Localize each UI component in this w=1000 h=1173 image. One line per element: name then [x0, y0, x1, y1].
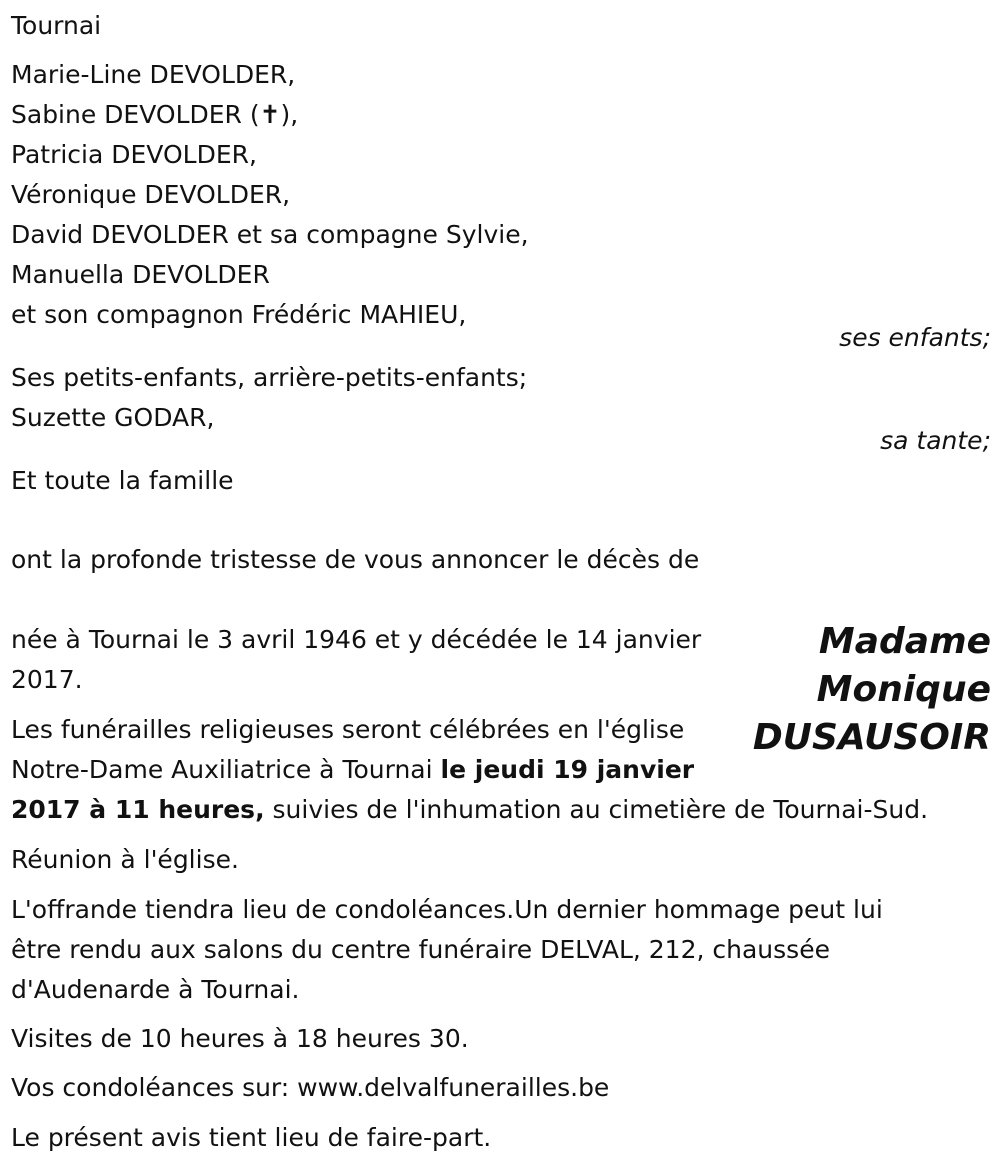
birth-death-line-2: 2017.	[11, 665, 83, 694]
funeral-line-2	[11, 750, 694, 790]
city-heading: Tournai	[11, 11, 102, 40]
condolences-line	[11, 1068, 609, 1108]
condolences-label: Vos condoléances sur:	[11, 1073, 298, 1102]
child-name: et son compagnon Frédéric MAHIEU,	[11, 300, 467, 329]
aunt-name: Suzette GODAR,	[11, 403, 215, 432]
funeral-date-text: le jeudi 19 janvier	[440, 755, 695, 784]
birth-death-line-1: née à Tournai le 3 avril 1946 et y décédée le 14 janvier	[11, 625, 702, 654]
child-name: Patricia DEVOLDER,	[11, 140, 257, 169]
offering-line-1: L'offrande tiendra lieu de condoléances.Un dernier hommage peut lui	[11, 895, 883, 924]
child-name: Marie-Line DEVOLDER,	[11, 60, 296, 89]
deceased-title: Madame	[818, 621, 991, 662]
visits-line: Visites de 10 heures à 18 heures 30.	[11, 1024, 469, 1053]
offering-line-2: être rendu aux salons du centre funéraire DELVAL, 212, chaussée	[11, 935, 830, 964]
deceased-name	[753, 618, 991, 762]
family-line: Et toute la famille	[11, 466, 234, 495]
condolences-link[interactable]: www.delvalfunerailles.be	[297, 1073, 610, 1102]
child-name: David DEVOLDER et sa compagne Sylvie,	[11, 220, 529, 249]
funeral-line-3	[11, 790, 928, 830]
funeral-line-1: Les funérailles religieuses seront célébrées en l'église	[11, 715, 685, 744]
child-name: Manuella DEVOLDER	[11, 260, 270, 289]
notice-line: Le présent avis tient lieu de faire-part.	[11, 1123, 492, 1152]
deceased-last-name: DUSAUSOIR	[752, 717, 991, 758]
obituary-notice	[11, 0, 991, 1173]
offering-line-3: d'Audenarde à Tournai.	[11, 975, 300, 1004]
reunion-line: Réunion à l'église.	[11, 845, 239, 874]
funeral-location-text: Notre-Dame Auxiliatrice à Tournai	[11, 755, 441, 784]
deceased-first-name: Monique	[816, 669, 991, 710]
child-name: Sabine DEVOLDER (✝),	[11, 100, 299, 129]
funeral-time-text: 2017 à 11 heures,	[11, 795, 265, 824]
child-name: Véronique DEVOLDER,	[11, 180, 291, 209]
burial-text: suivies de l'inhumation au cimetière de Tournai-Sud.	[264, 795, 929, 824]
aunt-role: sa tante;	[880, 426, 991, 455]
grandchildren-line: Ses petits-enfants, arrière-petits-enfants;	[11, 363, 528, 392]
announcement-line: ont la profonde tristesse de vous annoncer le décès de	[11, 545, 700, 574]
children-role: ses enfants;	[839, 323, 991, 352]
